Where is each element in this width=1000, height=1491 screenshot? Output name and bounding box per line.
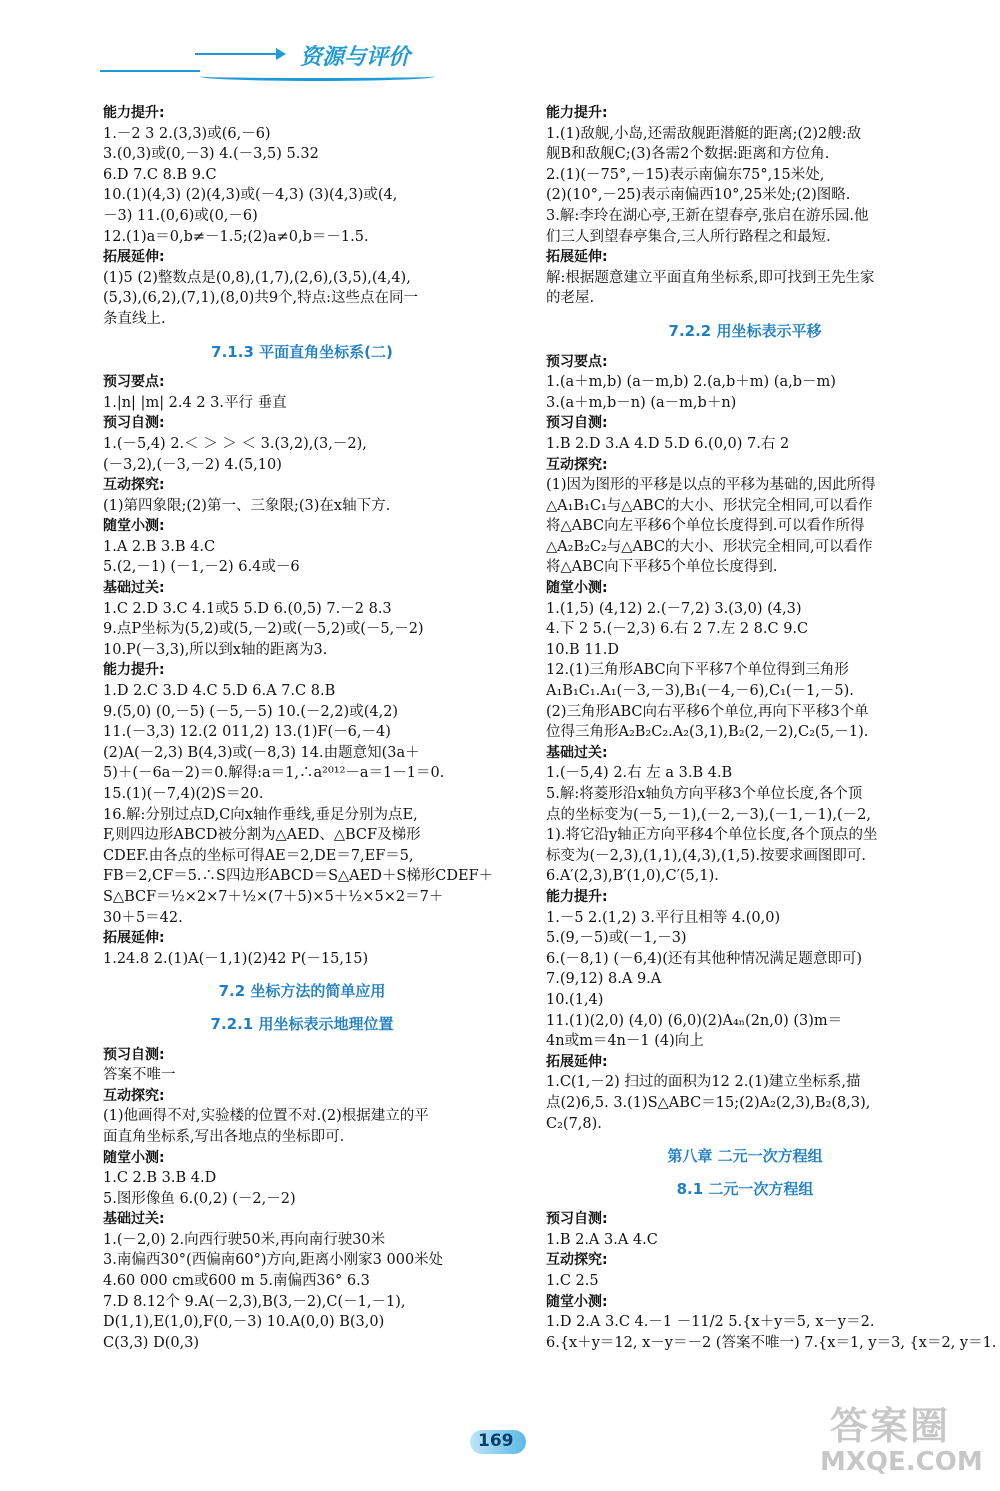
- section-heading: 随堂小测:: [103, 518, 165, 535]
- section-heading: 拓展延伸:: [546, 249, 608, 266]
- section-heading: 预习自测:: [103, 1046, 165, 1063]
- answer-line: 5.图形像鱼 6.(0,2) (－2,－2): [103, 1190, 296, 1207]
- answer-line: 11.(－3,3) 12.(2 011,2) 13.(1)F(－6,－4): [103, 724, 391, 741]
- answer-line: 3.(0,3)或(0,－3) 4.(－3,5) 5.32: [103, 146, 319, 163]
- answer-line: 3.(a＋m,b－n) (a－m,b＋n): [546, 394, 737, 411]
- section-title: 7.2 坐标方法的简单应用: [218, 982, 386, 1001]
- answer-line: 们三人到望春亭集合,三人所行路程之和最短.: [546, 228, 831, 245]
- answer-line: 将△ABC向下平移5个单位长度得到.: [546, 559, 778, 576]
- answer-line: 10.(1)(4,3) (2)(4,3)或(－4,3) (3)(4,3)或(4,: [103, 187, 398, 204]
- answer-line: 9.(5,0) (0,－5) (－5,－5) 10.(－2,2)或(4,2): [103, 703, 399, 720]
- answer-line: 3.南偏西30°(西偏南60°)方向,距离小刚家3 000米处: [103, 1252, 444, 1269]
- section-heading: 基础过关:: [546, 744, 608, 761]
- answer-line: 1.C 2.D 3.C 4.1或5 5.D 6.(0,5) 7.－2 8.3: [103, 600, 392, 617]
- answer-line: FB＝2,CF＝5.∴S四边形ABCD＝S△AED＋S梯形CDEF＋: [103, 868, 494, 885]
- answer-line: 1.(－5,4) 2.右 左 a 3.B 4.B: [546, 765, 733, 782]
- answer-line: D(1,1),E(1,0),F(0,－3) 10.A(0,0) B(3,0): [103, 1314, 385, 1331]
- section-heading: 随堂小测:: [103, 1149, 165, 1166]
- answer-line: (5,3),(6,2),(7,1),(8,0)共9个,特点:这些点在同一: [103, 290, 419, 307]
- section-heading: 能力提升:: [546, 105, 608, 121]
- answer-line: 1.B 2.A 3.A 4.C: [546, 1231, 658, 1248]
- left-column: [103, 103, 501, 1353]
- section-heading: 能力提升:: [546, 888, 608, 905]
- answer-line: 的老屋.: [546, 290, 595, 307]
- answer-line: 4.60 000 cm或600 m 5.南偏西36° 6.3: [103, 1273, 370, 1290]
- section-heading: 互动探究:: [546, 1252, 608, 1269]
- header-arrow: [195, 53, 281, 55]
- section-heading: 随堂小测:: [546, 1293, 608, 1310]
- answer-line: 1.C 2.5: [546, 1273, 599, 1290]
- section-heading: 预习要点:: [546, 353, 608, 370]
- answer-line: (1)第四象限;(2)第一、三象限;(3)在x轴下方.: [103, 497, 391, 514]
- answer-line: 9.点P坐标为(5,2)或(5,－2)或(－5,2)或(－5,－2): [103, 621, 424, 638]
- section-title: 7.1.3 平面直角坐标系(二): [211, 342, 393, 361]
- answer-line: 2.(1)(－75°,－15)表示南偏东75°,15米处,: [546, 166, 825, 183]
- answer-line: F,则四边形ABCD被分割为△AED、△BCF及梯形: [103, 827, 421, 844]
- answer-line: 1.(－2,0) 2.向西行驶50米,再向南行驶30米: [103, 1231, 386, 1248]
- answer-line: 1.－2 3 2.(3,3)或(6,－6): [103, 125, 271, 142]
- answer-line: A₁B₁C₁.A₁(－3,－3),B₁(－4,－6),C₁(－1,－5).: [546, 683, 854, 700]
- section-heading: 能力提升:: [103, 662, 165, 679]
- answer-line: 10.B 11.D: [546, 641, 620, 658]
- answer-line: 1.－5 2.(1,2) 3.平行且相等 4.(0,0): [546, 909, 781, 926]
- section-title: 8.1 二元一次方程组: [676, 1179, 814, 1198]
- section-heading: 预习自测:: [103, 415, 165, 432]
- answer-line: S△BCF＝½×2×7＋½×(7＋5)×5＋½×5×2＝7＋: [103, 888, 444, 905]
- section-heading: 预习自测:: [546, 1211, 608, 1228]
- answer-line: 3.解:李玲在湖心亭,王新在望春亭,张启在游乐园.他: [546, 207, 869, 224]
- section-heading: 互动探究:: [103, 477, 165, 494]
- section-heading: 随堂小测:: [546, 580, 608, 597]
- section-heading: 互动探究:: [546, 456, 608, 473]
- section-heading: 基础过关:: [103, 580, 165, 597]
- answer-line: 1.(1,5) (4,12) 2.(－7,2) 3.(3,0) (4,3): [546, 600, 802, 617]
- answer-line: 1.D 2.A 3.C 4.－1 －11/2 5.{x＋y＝5, x－y＝2.: [546, 1314, 875, 1331]
- answer-line: 10.P(－3,3),所以到x轴的距离为3.: [103, 641, 328, 658]
- section-title: 7.2.2 用坐标表示平移: [668, 321, 822, 340]
- answer-line: 6.D 7.C 8.B 9.C: [103, 166, 217, 183]
- section-heading: 拓展延伸:: [103, 249, 165, 266]
- answer-line: 12.(1)a＝0,b≠－1.5;(2)a≠0,b＝－1.5.: [103, 228, 369, 245]
- answer-line: 1).将它沿y轴正方向平移4个单位长度,各个顶点的坐: [546, 827, 878, 844]
- answer-line: 7.D 8.12个 9.A(－2,3),B(3,－2),C(－1,－1),: [103, 1293, 406, 1310]
- answer-line: 4.下 2 5.(－2,3) 6.右 2 7.左 2 8.C 9.C: [546, 621, 809, 638]
- answer-line: 1.B 2.D 3.A 4.D 5.D 6.(0,0) 7.右 2: [546, 435, 790, 452]
- header-swoosh: [200, 72, 435, 81]
- answer-line: 16.解:分别过点D,C向x轴作垂线,垂足分别为点E,: [103, 806, 418, 823]
- answer-line: 1.C 2.B 3.B 4.D: [103, 1170, 217, 1187]
- right-column: [546, 103, 997, 1353]
- answer-line: (2)(10°,－25)表示南偏西10°,25米处;(2)图略.: [546, 187, 851, 204]
- answer-line: 面直角坐标系,写出各地点的坐标即可.: [103, 1128, 345, 1145]
- answer-line: (1)他画得不对,实验楼的位置不对.(2)根据建立的平: [103, 1108, 429, 1125]
- answer-line: 点(2)6,5. 3.(1)S△ABC＝15;(2)A₂(2,3),B₂(8,3),: [546, 1094, 871, 1111]
- answer-line: 条直线上.: [103, 310, 166, 327]
- answer-line: 7.(9,12) 8.A 9.A: [546, 971, 662, 988]
- answer-line: 15.(1)(－7,4)(2)S＝20.: [103, 786, 264, 802]
- answer-line: 6.{x＋y＝12, x－y＝－2 (答案不唯一) 7.{x＝1, y＝3, {x＝2, y＝1.: [546, 1334, 997, 1351]
- section-heading: 预习自测:: [546, 415, 608, 432]
- watermark-url: MXQE.COM: [820, 1447, 983, 1477]
- answer-line: 1.D 2.C 3.D 4.C 5.D 6.A 7.C 8.B: [103, 683, 336, 700]
- section-heading: 互动探究:: [103, 1087, 165, 1104]
- header-rule: [100, 70, 200, 72]
- answer-line: C₂(7,8).: [546, 1115, 602, 1132]
- answer-line: 1.(－5,4) 2.＜ ＞ ＞ ＜ 3.(3,2),(3,－2),: [103, 435, 367, 452]
- answer-line: 位得三角形A₂B₂C₂.A₂(3,1),B₂(2,－2),C₂(5,－1).: [546, 724, 869, 741]
- answer-line: 1.C(1,－2) 扫过的面积为12 2.(1)建立坐标系,描: [546, 1074, 861, 1091]
- answer-line: C(3,3) D(0,3): [103, 1334, 200, 1351]
- answer-line: 30＋5＝42.: [103, 909, 183, 926]
- answer-line: 答案不唯一: [103, 1067, 176, 1084]
- answer-line: 6.(－8,1) (－6,4)(还有其他种情况满足题意即可): [546, 950, 863, 967]
- section-heading: 能力提升:: [103, 105, 165, 121]
- answer-line: (2)三角形ABC向右平移6个单位,再向下平移3个单: [546, 703, 869, 720]
- answer-line: 1.24.8 2.(1)A(－1,1)(2)42 P(－15,15): [103, 950, 369, 967]
- answer-line: 5)＋(－6a－2)＝0.解得:a＝1,∴a²⁰¹²－a＝1－1＝0.: [103, 765, 445, 782]
- answer-line: △A₁B₁C₁与△ABC的大小、形状完全相同,可以看作: [546, 497, 873, 514]
- watermark-logo: 答案圈: [830, 1404, 951, 1448]
- answer-line: 5.解:将菱形沿x轴负方向平移3个单位长度,各个顶: [546, 786, 863, 802]
- section-heading: 预习要点:: [103, 374, 165, 391]
- answer-line: CDEF.由各点的坐标可得AE＝2,DE＝7,EF＝5,: [103, 847, 414, 864]
- answer-line: －3) 11.(0,6)或(0,－6): [103, 207, 258, 224]
- section-heading: 拓展延伸:: [546, 1053, 608, 1070]
- answer-line: 舰B和敌舰C;(3)各需2个数据:距离和方位角.: [546, 146, 830, 163]
- answer-line: 10.(1,4): [546, 991, 604, 1008]
- answer-line: 标变为(－2,3),(1,1),(4,3),(1,5).按要求画图即可.: [546, 847, 867, 864]
- answer-line: 1.A 2.B 3.B 4.C: [103, 538, 216, 555]
- answer-line: 1.|n| |m| 2.4 2 3.平行 垂直: [103, 394, 287, 411]
- header-logo: 资源与评价: [300, 45, 411, 70]
- arrow-right-icon: [276, 48, 286, 60]
- answer-line: 5.(2,－1) (－1,－2) 6.4或－6: [103, 559, 300, 576]
- page-number: 169: [478, 1431, 514, 1451]
- page-number-badge: [470, 1428, 530, 1458]
- answer-line: (2)A(－2,3) B(4,3)或(－8,3) 14.由题意知(3a＋: [103, 744, 420, 761]
- section-title: 第八章 二元一次方程组: [667, 1147, 823, 1166]
- answer-line: 11.(1)(2,0) (4,0) (6,0)(2)A₄ₙ(2n,0) (3)m＝: [546, 1012, 843, 1029]
- section-title: 7.2.1 用坐标表示地理位置: [210, 1014, 394, 1033]
- answer-line: (－3,2),(－3,－2) 4.(5,10): [103, 456, 282, 473]
- answer-line: 6.A′(2,3),B′(1,0),C′(5,1).: [546, 868, 719, 885]
- watermark: [820, 1395, 990, 1485]
- answer-line: 5.(9,－5)或(－1,－3): [546, 930, 687, 947]
- page-header: [100, 40, 411, 76]
- answer-line: △A₂B₂C₂与△ABC的大小、形状完全相同,可以看作: [546, 538, 873, 555]
- answer-line: 4n或m＝4n－1 (4)向上: [546, 1033, 704, 1050]
- answer-line: 1.(1)敌舰,小岛,还需敌舰距潜艇的距离;(2)2艘:敌: [546, 125, 862, 142]
- section-heading: 基础过关:: [103, 1211, 165, 1228]
- answer-line: 1.(a＋m,b) (a－m,b) 2.(a,b＋m) (a,b－m): [546, 374, 836, 391]
- section-heading: 拓展延伸:: [103, 930, 165, 947]
- answer-line: 解:根据题意建立平面直角坐标系,即可找到王先生家: [546, 269, 875, 286]
- answer-line: 将△ABC向左平移6个单位长度得到.可以看作所得: [546, 518, 865, 535]
- answer-line: 点的坐标变为(－5,－1),(－2,－3),(－1,－1),(－2,: [546, 806, 871, 823]
- answer-line: (1)5 (2)整数点是(0,8),(1,7),(2,6),(3,5),(4,4),: [103, 269, 411, 286]
- answer-line: (1)因为图形的平移是以点的平移为基础的,因此所得: [546, 477, 876, 494]
- answer-line: 12.(1)三角形ABC向下平移7个单位得到三角形: [546, 662, 849, 679]
